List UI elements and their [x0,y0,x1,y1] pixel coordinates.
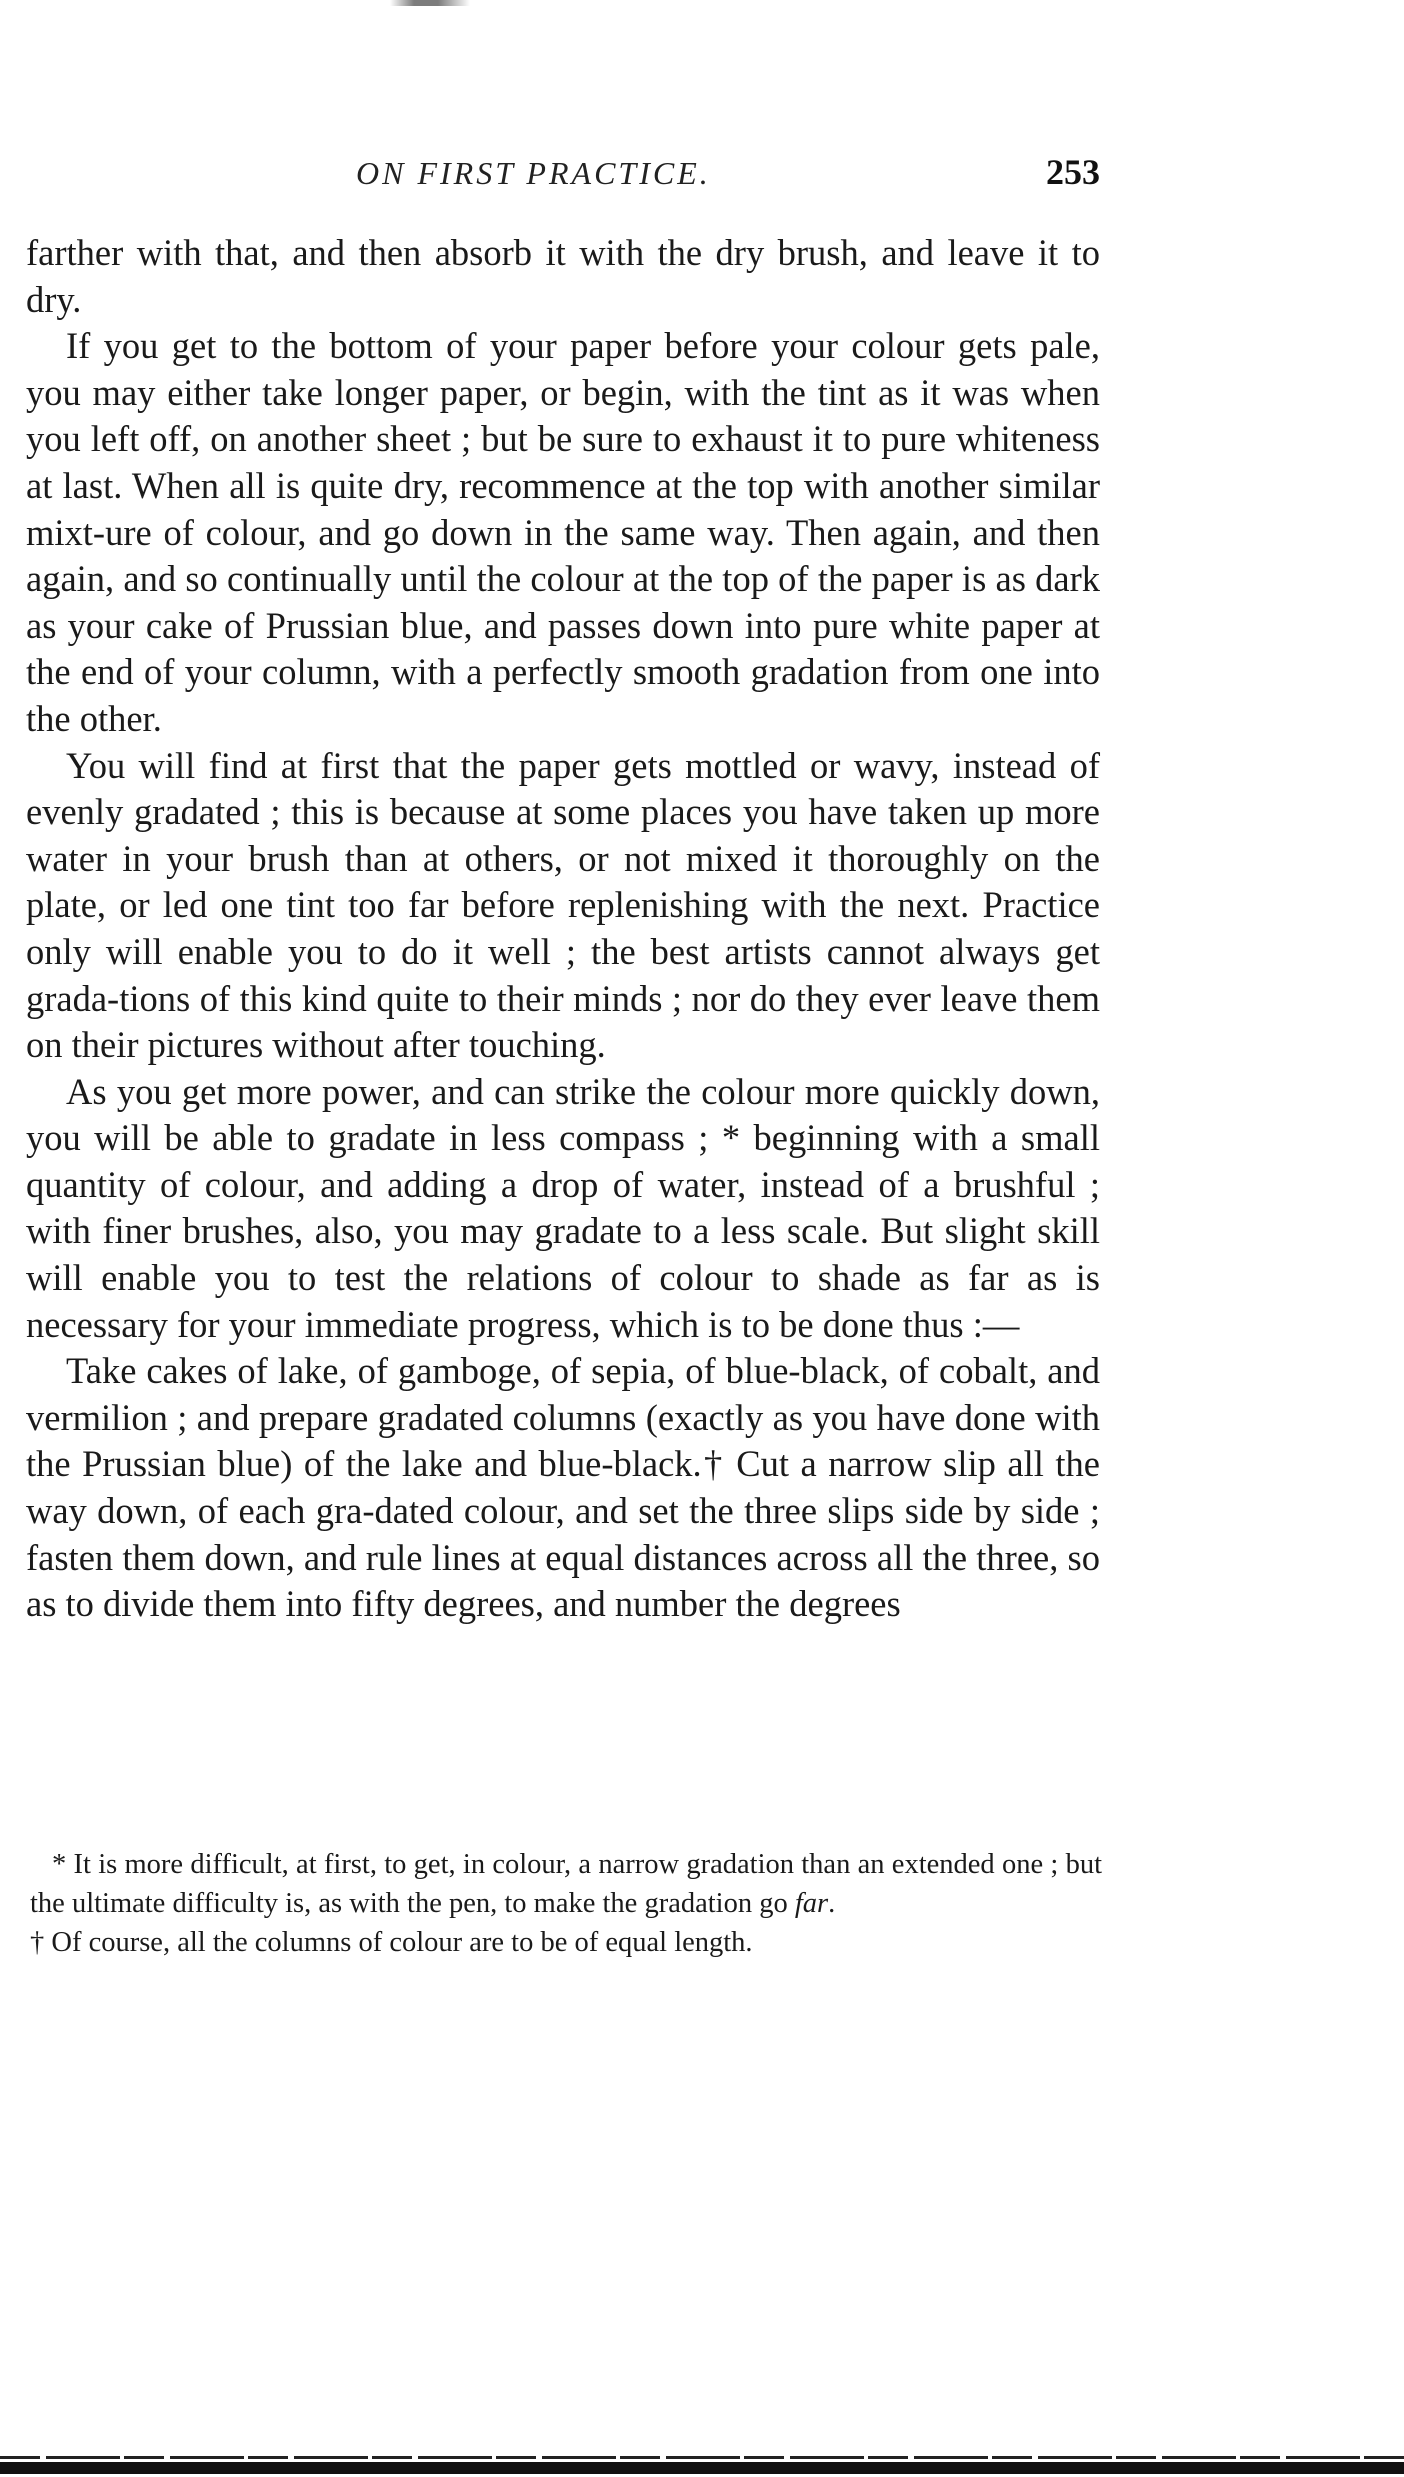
paragraph: If you get to the bottom of your paper before your colour gets pale, you may either take longer paper, or begin, with the tint as it was when you left off, on another sheet ; but be sure to exhaust it to pure whiteness at last. When all is quite dry, recommence at the top with another similar mixt-ure of colour, and go down in the same way. Then again, and then again, and so continually until the colour at the top of the paper is as dark as your cake of Prussian blue, and passes down into pure white paper at the end of your column, with a perfectly smooth gradation from one into the other. [26,325,1100,739]
printer-mark [390,0,470,6]
body-text [26,230,1100,1628]
paragraph: Take cakes of lake, of gamboge, of sepia, of blue-black, of cobalt, and vermilion ; and prepare gradated columns (exactly as you have done with the Prussian blue) of the lake and blue-black.† Cut a narrow slip all the way down, of each gra-dated colour, and set the three slips side by side ; fasten them down, and rule lines at equal distances across all the three, so as to divide them into fifty degrees, and number the degrees [26,1350,1100,1625]
running-title: ON FIRST PRACTICE. [356,155,711,191]
running-head [26,152,1100,201]
page-edge-rule [0,2456,1404,2459]
page-bottom-edge [0,2462,1404,2474]
paragraph: You will find at first that the paper gets mottled or wavy, instead of evenly gradated ; this is because at some places you have taken up more water in your brush than at others, or not mixed it thoroughly on the plate, or led one tint too far before replenishing with the next. Practice only will enable you to do it well ; the best artists cannot always get grada-tions of this kind quite to their minds ; nor do they ever leave them on their pictures without after touching. [26,744,1100,1066]
page-number: 253 [1046,152,1100,192]
footnote-star-italic: far [794,1888,829,1919]
footnotes [30,1845,1102,1962]
footnote-star-text: * It is more difficult, at first, to get, in colour, a narrow gradation than an extended one ; but the ultimate difficulty is, as with the pen, to make the gradation go [30,1849,1102,1919]
footnote-star-end: . [828,1888,836,1919]
paragraph-continued: farther with that, and then absorb it with the dry brush, and leave it to dry. [26,232,1100,320]
footnote-star [30,1845,1102,1923]
paragraph: As you get more power, and can strike the colour more quickly down, you will be able to gradate in less compass ; * beginning with a small quantity of colour, and adding a drop of water, instead of a brushful ; with finer brushes, also, you may gradate to a less scale. But slight skill will enable you to test the relations of colour to shade as far as is necessary for your immediate progress, which is to be done thus :— [26,1070,1100,1345]
footnote-dagger: † Of course, all the columns of colour are to be of equal length. [30,1927,753,1958]
